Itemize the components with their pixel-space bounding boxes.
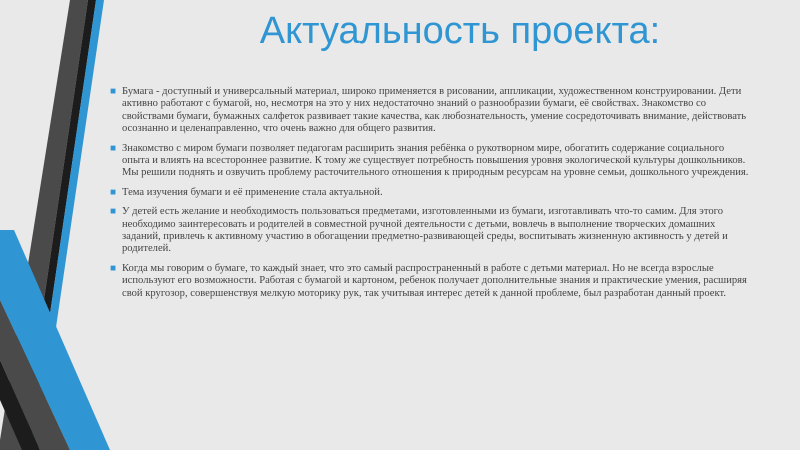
list-item bbox=[110, 263, 750, 300]
paragraph-text: Знакомство с миром бумаги позволяет педагогам расширить знания ребёнка о рукотворном мире, обогатить содержание социального опыта и влиять на всестороннее развитие. К тому же существует потребность повышения уровня экологической культуры дошкольников. Мы решили поднять и озвучить проблему расточительного отношения к природным ресурсам на уровне семьи, дошкольного учреждения. bbox=[122, 142, 749, 179]
slide-title: Актуальность проекта: bbox=[259, 10, 661, 52]
paragraph-text: Бумага - доступный и универсальный материал, широко применяется в рисовании, аппликации, художественном конструировании. Дети активно работают с бумагой, но, несмотря на это у них недостаточно знаний о разнообразии бумаги, её свойствах. Знакомство со свойствами бумаги, бумажных салфеток развивает такие качества, как любознательность, умение сосредоточивать внимание, действовать осознанно и целенаправленно, что очень важно для общего развития. bbox=[122, 86, 747, 135]
square-bullet-icon: ■ bbox=[110, 262, 117, 274]
content-list bbox=[110, 86, 750, 307]
square-bullet-icon: ■ bbox=[110, 206, 117, 218]
square-bullet-icon: ■ bbox=[110, 142, 117, 154]
paragraph-text: Когда мы говорим о бумаге, то каждый знает, что это самый распространенный в работе с детьми материал. Но не всегда взрослые используют его возможности. Работая с бумагой и картоном, ребенок получает дополнительные знания и практические умения, расширяя свой кругозор, совершенствуя мелкую моторику рук, так учитывая интерес детей к данной проблеме, был разработан данный проект. bbox=[122, 262, 747, 299]
square-bullet-icon: ■ bbox=[110, 86, 117, 97]
paragraph-text: Тема изучения бумаги и её применение стала актуальной. bbox=[122, 186, 383, 198]
list-item bbox=[110, 143, 750, 180]
list-item bbox=[110, 187, 750, 199]
square-bullet-icon: ■ bbox=[110, 186, 117, 198]
paragraph-text: У детей есть желание и необходимость пользоваться предметами, изготовленными из бумаги, изготавливать что-то самим. Для этого необходимо заинтересовать и родителей в совместной ручной деятельности с детьми, вовлечь в выполнение творческих домашних заданий, привлечь к активному участию в обогащении предметно-развивающей среды, воспитывать жизненную активность у детей и родителей. bbox=[122, 206, 728, 255]
list-item bbox=[110, 206, 750, 256]
list-item bbox=[110, 86, 750, 136]
